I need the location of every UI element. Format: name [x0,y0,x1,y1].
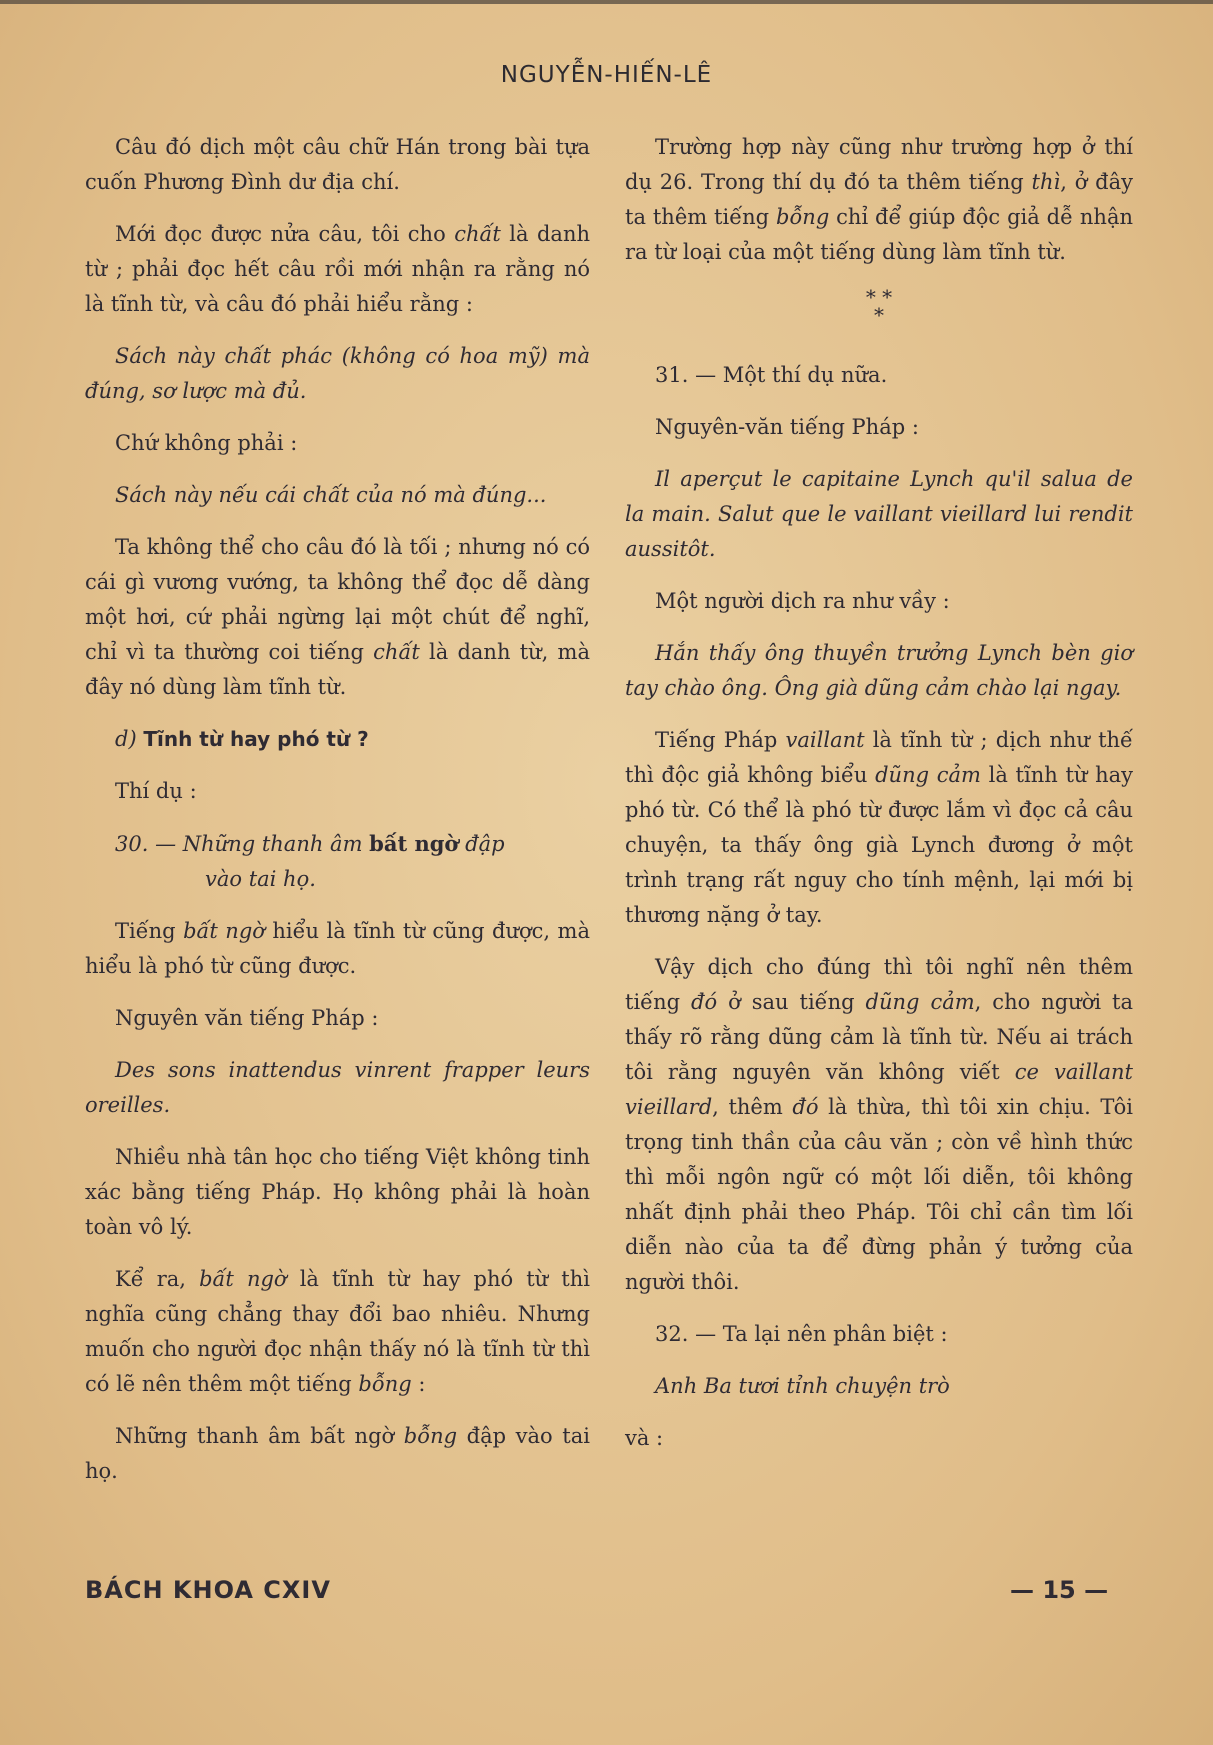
right-column [625,130,1133,1473]
text: là thừa, thì tôi xin chịu. Tôi trọng tinh thần của câu văn ; còn về hình thức thì mỗi ngôn ngữ có một lối diễn, tôi không nhất định phải theo Pháp. Tôi chỉ cần tìm lối diễn nào của ta để đừng phản ý tưởng của người thôi. [625,1095,1133,1294]
paragraph [625,950,1133,1300]
bold-text: bất ngờ [369,831,459,856]
emphasis: bỗng [358,1372,412,1396]
text: đập vào tai họ. [85,1424,590,1483]
emphasis: ce vaillant vieillard [625,1060,1133,1119]
text: hiểu là tĩnh từ cũng được, mà hiểu là phó từ cũng được. [85,919,590,978]
emphasis: chất [373,640,420,664]
emphasis: dũng cảm [865,990,975,1014]
quote: Sách này chất phác (không có hoa mỹ) mà đúng, sơ lược mà đủ. [85,344,590,403]
emphasis: vaillant [785,728,865,752]
text: là tĩnh từ ; dịch như thế thì độc giả không biểu [625,728,1133,787]
page-number: — 15 — [1010,1576,1109,1604]
left-column [85,130,590,1506]
paragraph: Nguyên-văn tiếng Pháp : [655,415,919,439]
quote: Hắn thấy ông thuyền trưởng Lynch bèn giơ tay chào ông. Ông già dũng cảm chào lại ngay. [625,641,1133,700]
text: ở sau tiếng [717,990,866,1014]
emphasis: bất ngờ [183,919,265,943]
text: Những thanh âm bất ngờ [115,1424,404,1448]
example-32-heading: 32. — Ta lại nên phân biệt : [655,1322,948,1346]
quote-french: Il aperçut le capitaine Lynch qu'il salua de la main. Salut que le vaillant vieillard lui rendit aussitôt. [625,467,1133,561]
section-subheading [85,722,590,757]
text: , cho người ta thấy rõ rằng dũng cảm là tĩnh từ. Nếu ai trách tôi rằng nguyên văn không viết [625,990,1133,1084]
asterisk: * [874,303,884,327]
text: Tiếng [115,919,184,943]
paragraph [85,217,590,322]
paragraph [625,723,1133,933]
paragraph: Thí dụ : [115,779,197,803]
paragraph [85,1262,590,1402]
text: , thêm [712,1095,793,1119]
paragraph: Một người dịch ra như vầy : [655,589,950,613]
paragraph: Nguyên văn tiếng Pháp : [115,1006,379,1030]
text: Vậy dịch cho đúng thì tôi nghĩ nên thêm tiếng [625,955,1133,1014]
paragraph: và : [625,1426,664,1450]
quote-french: Des sons inattendus vinrent frapper leurs oreilles. [85,1058,590,1117]
paragraph [85,914,590,984]
text: là tĩnh từ hay phó từ thì nghĩa cũng chẳng thay đổi bao nhiêu. Nhưng muốn cho người đọc nhận thấy nó là tĩnh từ thì có lẽ nên thêm một tiếng [85,1267,590,1396]
journal-footer: BÁCH KHOA CXIV [85,1576,331,1604]
text: Mới đọc được nửa câu, tôi cho [115,222,455,246]
paragraph [625,130,1133,270]
text: là danh từ ; phải đọc hết câu rồi mới nhận ra rằng nó là tĩnh từ, và câu đó phải hiểu rằng : [85,222,590,316]
emphasis: đập [465,832,505,856]
text: chỉ để giúp độc giả dễ nhận ra từ loại của một tiếng dùng làm tĩnh từ. [625,205,1133,264]
subheading-text: Tĩnh từ hay phó từ ? [143,727,369,751]
paragraph: Câu đó dịch một câu chữ Hán trong bài tựa cuốn Phương Đình dư địa chí. [85,135,590,194]
text: Trường hợp này cũng như trường hợp ở thí dụ 26. Trong thí dụ đó ta thêm tiếng [625,135,1133,194]
text: là danh từ, mà đây nó dùng làm tĩnh từ. [85,640,590,699]
quote: Sách này nếu cái chất của nó mà đúng... [115,483,547,507]
example-number: 30. — [115,832,177,856]
example-31-heading: 31. — Một thí dụ nữa. [655,363,888,387]
example-30 [85,826,590,862]
section-separator [625,285,1133,327]
paragraph [85,530,590,705]
emphasis: bỗng [403,1424,458,1448]
asterisks: * * [865,285,893,309]
quote: Anh Ba tươi tỉnh chuyện trò [655,1374,950,1398]
paragraph [85,1419,590,1489]
emphasis: Những thanh âm [182,832,363,856]
paragraph: Chứ không phải : [115,431,298,455]
text: : [411,1372,426,1396]
paragraph: Nhiều nhà tân học cho tiếng Việt không tinh xác bằng tiếng Pháp. Họ không phải là hoàn toàn vô lý. [85,1145,590,1239]
emphasis: đó [691,990,718,1014]
text: , ở đây ta thêm tiếng [625,170,1134,229]
text: Kể ra, [115,1267,200,1291]
subheading-letter: d) [115,727,137,751]
running-header: NGUYỄN-HIẾN-LÊ [500,62,713,88]
emphasis: thì [1031,170,1061,194]
top-edge-rule [0,0,1213,4]
emphasis: chất [454,222,501,246]
text: Tiếng Pháp [655,728,786,752]
emphasis: đó [792,1095,819,1119]
text: là tĩnh từ hay phó từ. Có thể là phó từ được lắm vì đọc cả câu chuyện, ta thấy ông già Lynch đương ở một trình trạng rất nguy cho tính mệnh, lại mới bị thương nặng ở tay. [625,763,1133,927]
example-30-continuation: vào tai họ. [205,867,316,891]
text: Ta không thể cho câu đó là tối ; nhưng nó có cái gì vương vướng, ta không thể đọc dễ dàng một hơi, cứ phải ngừng lại một chút để nghĩ, chỉ vì ta thường coi tiếng [85,535,590,664]
emphasis: bất ngờ [199,1267,287,1291]
emphasis: dũng cảm [875,763,981,787]
emphasis: bỗng [776,205,830,229]
